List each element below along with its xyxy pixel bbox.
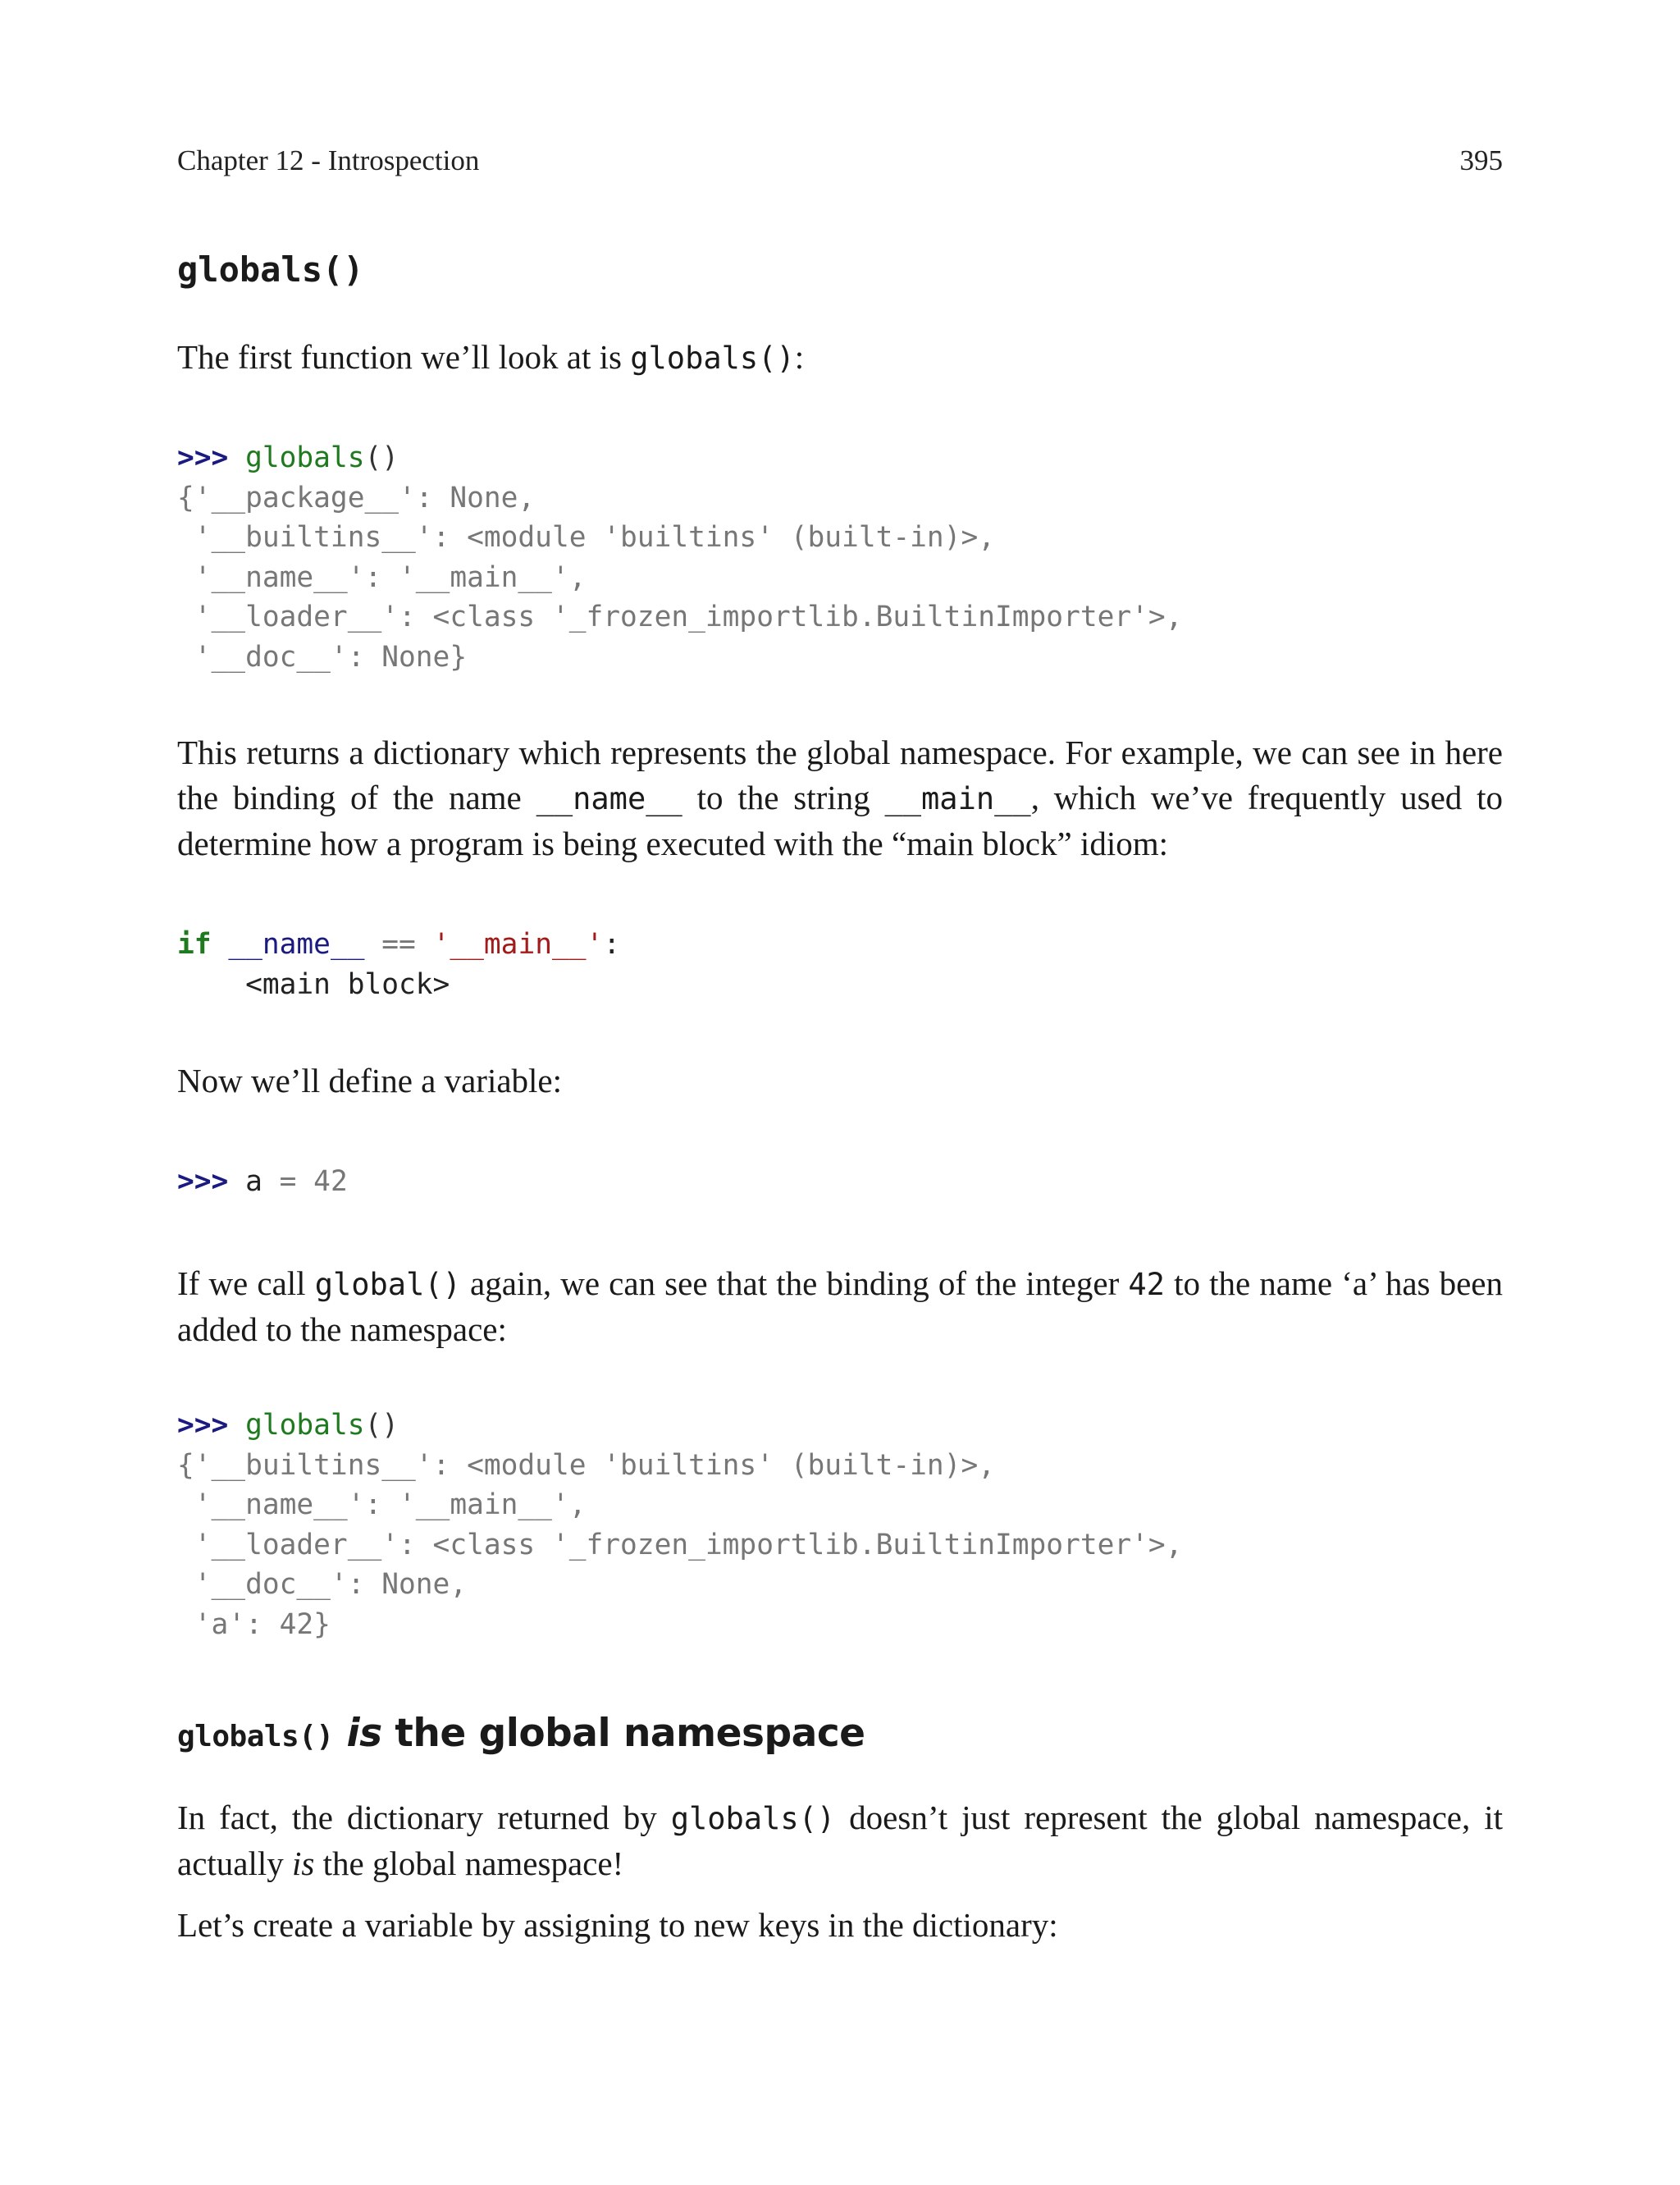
repl-prompt: >>> xyxy=(177,441,229,474)
code-block-main-idiom xyxy=(177,925,620,1004)
inline-code: globals() xyxy=(670,1801,836,1836)
code-colon: : xyxy=(603,928,621,961)
section-heading-globals: globals() xyxy=(177,249,364,290)
paragraph-namespace xyxy=(177,730,1503,866)
paragraph-text: doesn’t just represent the global namespace, it actually xyxy=(177,1799,1503,1882)
heading-emphasis: is xyxy=(346,1711,382,1756)
heading-text: the global namespace xyxy=(395,1711,865,1756)
running-header xyxy=(177,144,1503,177)
code-function: globals xyxy=(245,1409,365,1442)
paragraph-text: : xyxy=(794,338,805,376)
paragraph-text: again, we can see that the binding of the integer xyxy=(460,1264,1129,1302)
inline-code: 42 xyxy=(1128,1267,1165,1302)
chapter-title: Chapter 12 - Introspection xyxy=(177,144,480,176)
paragraph-text: to the name ‘a’ has been added to the namespace: xyxy=(177,1264,1504,1348)
paragraph-create-variable: Let’s create a variable by assigning to new keys in the dictionary: xyxy=(177,1906,1058,1944)
inline-code: __name__ xyxy=(536,781,682,816)
paragraph-text: In fact, the dictionary returned by xyxy=(177,1799,671,1836)
code-parens: () xyxy=(364,441,399,474)
code-block-assign xyxy=(177,1162,348,1202)
code-block-globals-output xyxy=(177,438,1182,677)
code-function: globals xyxy=(245,441,365,474)
inline-code: __main__ xyxy=(884,781,1031,816)
code-output: {'__builtins__': <module 'builtins' (built-in)>, '__name__': '__main__', '__loader__': <class '_frozen_importlib.BuiltinImporter'>, '__doc__': None, 'a': 42} xyxy=(177,1448,1183,1641)
paragraph-define-variable: Now we’ll define a variable: xyxy=(177,1062,563,1099)
paragraph-text: the global namespace! xyxy=(314,1844,624,1882)
repl-prompt: >>> xyxy=(177,1409,229,1442)
code-string: '__main__' xyxy=(432,928,604,961)
code-block-globals-output-2 xyxy=(177,1406,1182,1644)
paragraph-text: to the string xyxy=(682,779,885,816)
code-keyword: if xyxy=(177,928,212,961)
code-body: <main block> xyxy=(177,967,450,1001)
code-output: {'__package__': None, '__builtins__': <module 'builtins' (built-in)>, '__name__': '__main__', '__loader__': <class '_frozen_importlib.BuiltinImporter'>, '__doc__': None} xyxy=(177,481,1183,674)
code-operator: == xyxy=(364,928,433,961)
heading-code: globals() xyxy=(177,1720,334,1753)
paragraph-intro xyxy=(177,335,1503,381)
inline-code: globals() xyxy=(630,341,795,376)
paragraph-text: The first function we’ll look at is xyxy=(177,338,631,376)
section-heading-globals-is-namespace xyxy=(177,1711,865,1756)
paragraph-binding-added xyxy=(177,1261,1503,1352)
code-parens: () xyxy=(364,1409,399,1442)
inline-code: global() xyxy=(314,1267,461,1302)
paragraph-text: If we call xyxy=(177,1264,315,1302)
page-number: 395 xyxy=(1459,144,1503,176)
paragraph-text: , which we’ve frequently used to determine how a program is being executed with the “main block” idiom: xyxy=(177,779,1503,862)
code-expression: = 42 xyxy=(262,1165,348,1198)
emphasis-text: is xyxy=(292,1844,315,1882)
paragraph-actually-is xyxy=(177,1795,1503,1886)
paragraph-text: This returns a dictionary which represents the global namespace. For example, we can see in here the binding of the name xyxy=(177,734,1503,816)
repl-prompt: >>> xyxy=(177,1165,229,1198)
code-variable: a xyxy=(245,1165,262,1198)
code-name: __name__ xyxy=(228,928,365,961)
